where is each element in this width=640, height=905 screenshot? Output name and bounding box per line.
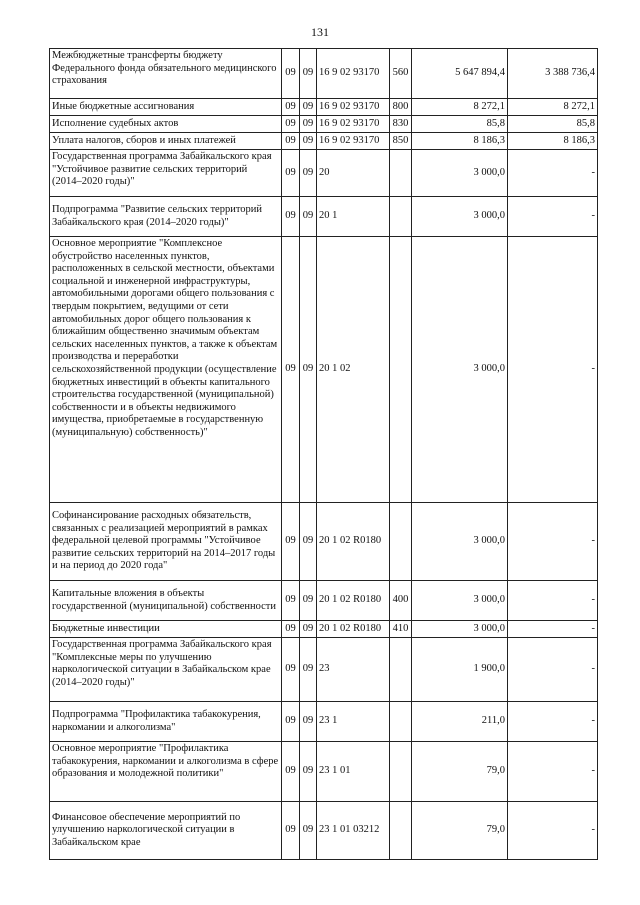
table-row: [50, 742, 598, 802]
row-sum-2-cell: -: [508, 581, 598, 621]
row-sum-1-cell: 3 000,0: [412, 503, 508, 581]
row-sum-1-cell: 79,0: [412, 802, 508, 860]
page-number: 131: [311, 25, 329, 39]
row-target-item-cell: 20 1 02 R0180: [317, 503, 390, 581]
table-row: [50, 116, 598, 133]
row-sum-2-cell: -: [508, 150, 598, 197]
row-section-cell: 09: [282, 638, 300, 702]
row-name-cell: Софинансирование расходных обязательств, связанных с реализацией мероприятий в рамках федеральной целевой программы "Устойчивое развитие сельских территорий на 2014–2017 годы и на период до 2020 года": [50, 503, 282, 581]
row-sum-2-cell: 85,8: [508, 116, 598, 133]
row-target-item-cell: 20 1 02 R0180: [317, 621, 390, 638]
row-name-cell: Подпрограмма "Развитие сельских территорий Забайкальского края (2014–2020 годы)": [50, 197, 282, 237]
row-sum-2-cell: -: [508, 702, 598, 742]
row-subsection-cell: 09: [300, 802, 317, 860]
table-row: [50, 133, 598, 150]
table-row: [50, 99, 598, 116]
row-sum-2-cell: -: [508, 802, 598, 860]
row-name-cell: Основное мероприятие "Профилактика табакокурения, наркомании и алкоголизма в сфере образования и молодежной политики": [50, 742, 282, 802]
row-expense-type-cell: [390, 150, 412, 197]
row-expense-type-cell: 400: [390, 581, 412, 621]
row-section-cell: 09: [282, 742, 300, 802]
row-subsection-cell: 09: [300, 99, 317, 116]
row-sum-2-cell: -: [508, 742, 598, 802]
table-row: [50, 150, 598, 197]
row-subsection-cell: 09: [300, 150, 317, 197]
row-sum-1-cell: 5 647 894,4: [412, 49, 508, 99]
row-name-cell: Финансовое обеспечение мероприятий по улучшению наркологической ситуации в Забайкальском крае: [50, 802, 282, 860]
row-target-item-cell: 23 1 01: [317, 742, 390, 802]
row-expense-type-cell: 830: [390, 116, 412, 133]
row-subsection-cell: 09: [300, 49, 317, 99]
row-section-cell: 09: [282, 197, 300, 237]
row-name-cell: Основное мероприятие "Комплексное обустройство населенных пунктов, расположенных в сельской местности, объектами социальной и инженерной инфраструктуры, автомобильными дорогами общего пользования с твердым покрытием, ведущими от сети автомобильных дорог общего пользования к ближайшим общественно значимым объектам сельских населенных пунктов, а также к объектам производства и переработки сельскохозяйственной продукции (осуществление бюджетных инвестиций в объекты капитального строительства государственной (муниципальной) собственности и в объекты недвижимого имущества, приобретаемые в государственную (муниципальную) собственность)": [50, 237, 282, 503]
row-target-item-cell: 23: [317, 638, 390, 702]
row-expense-type-cell: 800: [390, 99, 412, 116]
row-name-cell: Уплата налогов, сборов и иных платежей: [50, 133, 282, 150]
row-name-cell: Бюджетные инвестиции: [50, 621, 282, 638]
row-target-item-cell: 23 1: [317, 702, 390, 742]
row-section-cell: 09: [282, 621, 300, 638]
row-subsection-cell: 09: [300, 133, 317, 150]
row-sum-1-cell: 211,0: [412, 702, 508, 742]
table-row: [50, 702, 598, 742]
row-section-cell: 09: [282, 99, 300, 116]
row-expense-type-cell: [390, 742, 412, 802]
table-row: [50, 197, 598, 237]
row-name-cell: Государственная программа Забайкальского края "Комплексные меры по улучшению наркологической ситуации в Забайкальском крае (2014–2020 годы)": [50, 638, 282, 702]
row-expense-type-cell: [390, 197, 412, 237]
row-target-item-cell: 20 1 02: [317, 237, 390, 503]
row-section-cell: 09: [282, 503, 300, 581]
table-row: [50, 503, 598, 581]
row-name-cell: Иные бюджетные ассигнования: [50, 99, 282, 116]
row-target-item-cell: 16 9 02 93170: [317, 133, 390, 150]
row-section-cell: 09: [282, 702, 300, 742]
row-sum-2-cell: -: [508, 621, 598, 638]
row-expense-type-cell: [390, 702, 412, 742]
row-subsection-cell: 09: [300, 197, 317, 237]
row-sum-1-cell: 79,0: [412, 742, 508, 802]
row-subsection-cell: 09: [300, 581, 317, 621]
row-subsection-cell: 09: [300, 116, 317, 133]
row-name-cell: Исполнение судебных актов: [50, 116, 282, 133]
table-row: [50, 237, 598, 503]
row-sum-1-cell: 3 000,0: [412, 237, 508, 503]
table-row: [50, 621, 598, 638]
row-sum-2-cell: 3 388 736,4: [508, 49, 598, 99]
row-subsection-cell: 09: [300, 742, 317, 802]
table-row: [50, 49, 598, 99]
row-subsection-cell: 09: [300, 702, 317, 742]
row-target-item-cell: 20 1: [317, 197, 390, 237]
row-name-cell: Межбюджетные трансферты бюджету Федерального фонда обязательного медицинского страхования: [50, 49, 282, 99]
row-expense-type-cell: 410: [390, 621, 412, 638]
row-sum-2-cell: 8 272,1: [508, 99, 598, 116]
table-row: [50, 802, 598, 860]
row-sum-2-cell: 8 186,3: [508, 133, 598, 150]
row-expense-type-cell: [390, 638, 412, 702]
row-subsection-cell: 09: [300, 237, 317, 503]
row-sum-1-cell: 3 000,0: [412, 197, 508, 237]
row-target-item-cell: 20 1 02 R0180: [317, 581, 390, 621]
row-section-cell: 09: [282, 133, 300, 150]
row-sum-2-cell: -: [508, 503, 598, 581]
row-section-cell: 09: [282, 581, 300, 621]
row-expense-type-cell: [390, 503, 412, 581]
row-sum-1-cell: 8 272,1: [412, 99, 508, 116]
row-sum-1-cell: 8 186,3: [412, 133, 508, 150]
row-subsection-cell: 09: [300, 621, 317, 638]
row-target-item-cell: 16 9 02 93170: [317, 99, 390, 116]
row-sum-1-cell: 3 000,0: [412, 150, 508, 197]
row-section-cell: 09: [282, 116, 300, 133]
row-section-cell: 09: [282, 237, 300, 503]
row-sum-2-cell: -: [508, 638, 598, 702]
row-target-item-cell: 16 9 02 93170: [317, 116, 390, 133]
row-sum-1-cell: 3 000,0: [412, 581, 508, 621]
row-name-cell: Государственная программа Забайкальского края "Устойчивое развитие сельских территорий (2014–2020 годы)": [50, 150, 282, 197]
row-section-cell: 09: [282, 49, 300, 99]
row-section-cell: 09: [282, 150, 300, 197]
row-expense-type-cell: 850: [390, 133, 412, 150]
row-subsection-cell: 09: [300, 638, 317, 702]
row-name-cell: Подпрограмма "Профилактика табакокурения, наркомании и алкоголизма": [50, 702, 282, 742]
row-target-item-cell: 23 1 01 03212: [317, 802, 390, 860]
row-expense-type-cell: 560: [390, 49, 412, 99]
row-sum-2-cell: -: [508, 197, 598, 237]
row-section-cell: 09: [282, 802, 300, 860]
table-row: [50, 638, 598, 702]
row-sum-1-cell: 1 900,0: [412, 638, 508, 702]
row-sum-2-cell: -: [508, 237, 598, 503]
table-row: [50, 581, 598, 621]
row-target-item-cell: 16 9 02 93170: [317, 49, 390, 99]
budget-table: [49, 48, 598, 860]
row-sum-1-cell: 85,8: [412, 116, 508, 133]
row-expense-type-cell: [390, 237, 412, 503]
row-sum-1-cell: 3 000,0: [412, 621, 508, 638]
row-target-item-cell: 20: [317, 150, 390, 197]
row-subsection-cell: 09: [300, 503, 317, 581]
row-name-cell: Капитальные вложения в объекты государственной (муниципальной) собственности: [50, 581, 282, 621]
row-expense-type-cell: [390, 802, 412, 860]
